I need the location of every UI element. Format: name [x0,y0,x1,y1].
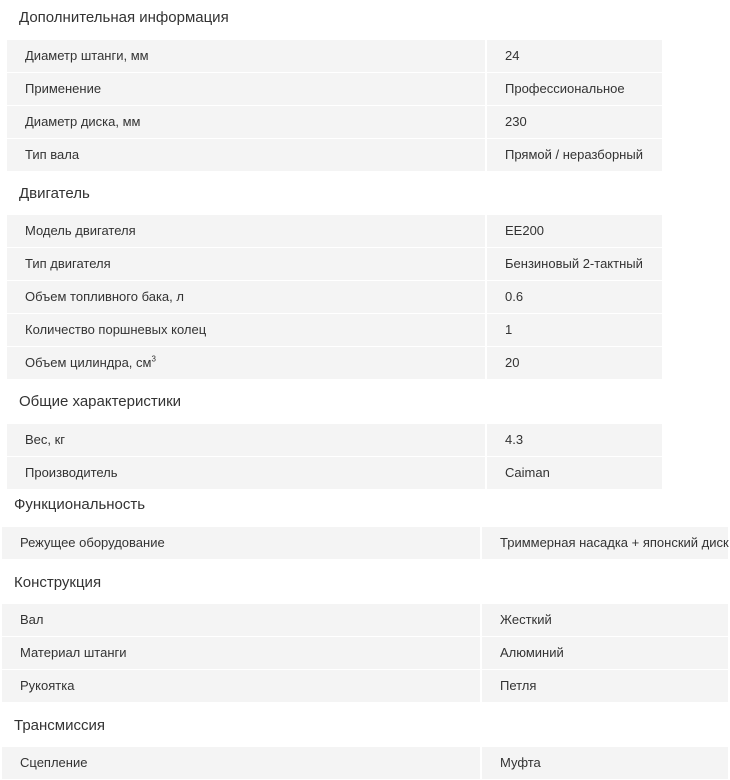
spec-key: Материал штанги [2,637,482,669]
spec-key: Объем топливного бака, л [7,281,487,313]
spec-row [2,527,728,560]
spec-value: 20 [505,355,520,370]
spec-key: Сцепление [2,747,482,779]
spec-value: Триммерная насадка + японский диск [500,535,729,550]
spec-key: Производитель [7,457,487,489]
spec-key: Режущее оборудование [2,527,482,559]
section-general [19,392,181,412]
spec-row [2,670,728,703]
spec-value: 4.3 [505,432,524,447]
section-title: Двигатель [19,185,90,202]
spec-row [7,457,662,490]
spec-table-engine [7,215,662,380]
spec-key: Количество поршневых колец [7,314,487,346]
spec-key: Модель двигателя [7,215,487,247]
spec-value: Муфта [500,755,541,770]
spec-key: Вес, кг [7,424,487,456]
spec-value: 1 [505,322,513,337]
spec-table-additional-info [7,40,662,172]
section-title: Трансмиссия [14,717,105,734]
spec-value: Петля [500,678,537,693]
spec-value: Жесткий [500,612,552,627]
spec-key: Вал [2,604,482,636]
spec-row [2,604,728,637]
section-transmission [14,716,105,736]
spec-key: Рукоятка [2,670,482,702]
section-construction [14,573,101,593]
spec-value: Caiman [505,465,550,480]
spec-key: Диаметр диска, мм [7,106,487,138]
spec-key: Тип вала [7,139,487,171]
spec-key: Применение [7,73,487,105]
spec-value: 0.6 [505,289,524,304]
spec-value: Алюминий [500,645,564,660]
spec-value: Бензиновый 2-тактный [505,256,643,271]
spec-key [7,347,487,379]
spec-value: EE200 [505,223,545,238]
spec-row [7,106,662,139]
section-title: Общие характеристики [19,393,182,410]
section-title: Дополнительная информация [19,9,229,26]
section-functionality [14,495,145,515]
spec-key-text: Объем цилиндра, см [25,355,152,370]
spec-value: 24 [505,48,520,63]
spec-value: 230 [505,114,527,129]
spec-row [7,40,662,73]
section-title: Конструкция [14,574,102,591]
spec-row [7,215,662,248]
spec-key: Тип двигателя [7,248,487,280]
section-engine [19,184,90,204]
spec-table-general [7,424,662,490]
spec-table-transmission [2,747,728,780]
spec-row [7,139,662,172]
spec-row [2,637,728,670]
spec-value: Прямой / неразборный [505,147,643,162]
spec-row [7,281,662,314]
spec-value: Профессиональное [505,81,625,96]
superscript: 3 [151,354,156,364]
spec-row [7,424,662,457]
spec-table-functionality [2,527,728,560]
section-additional-info [19,8,229,28]
spec-key: Диаметр штанги, мм [7,40,487,72]
spec-row [7,347,662,380]
section-title: Функциональность [14,496,146,513]
spec-row [7,314,662,347]
spec-row [7,73,662,106]
spec-row [7,248,662,281]
spec-table-construction [2,604,728,703]
spec-row [2,747,728,780]
